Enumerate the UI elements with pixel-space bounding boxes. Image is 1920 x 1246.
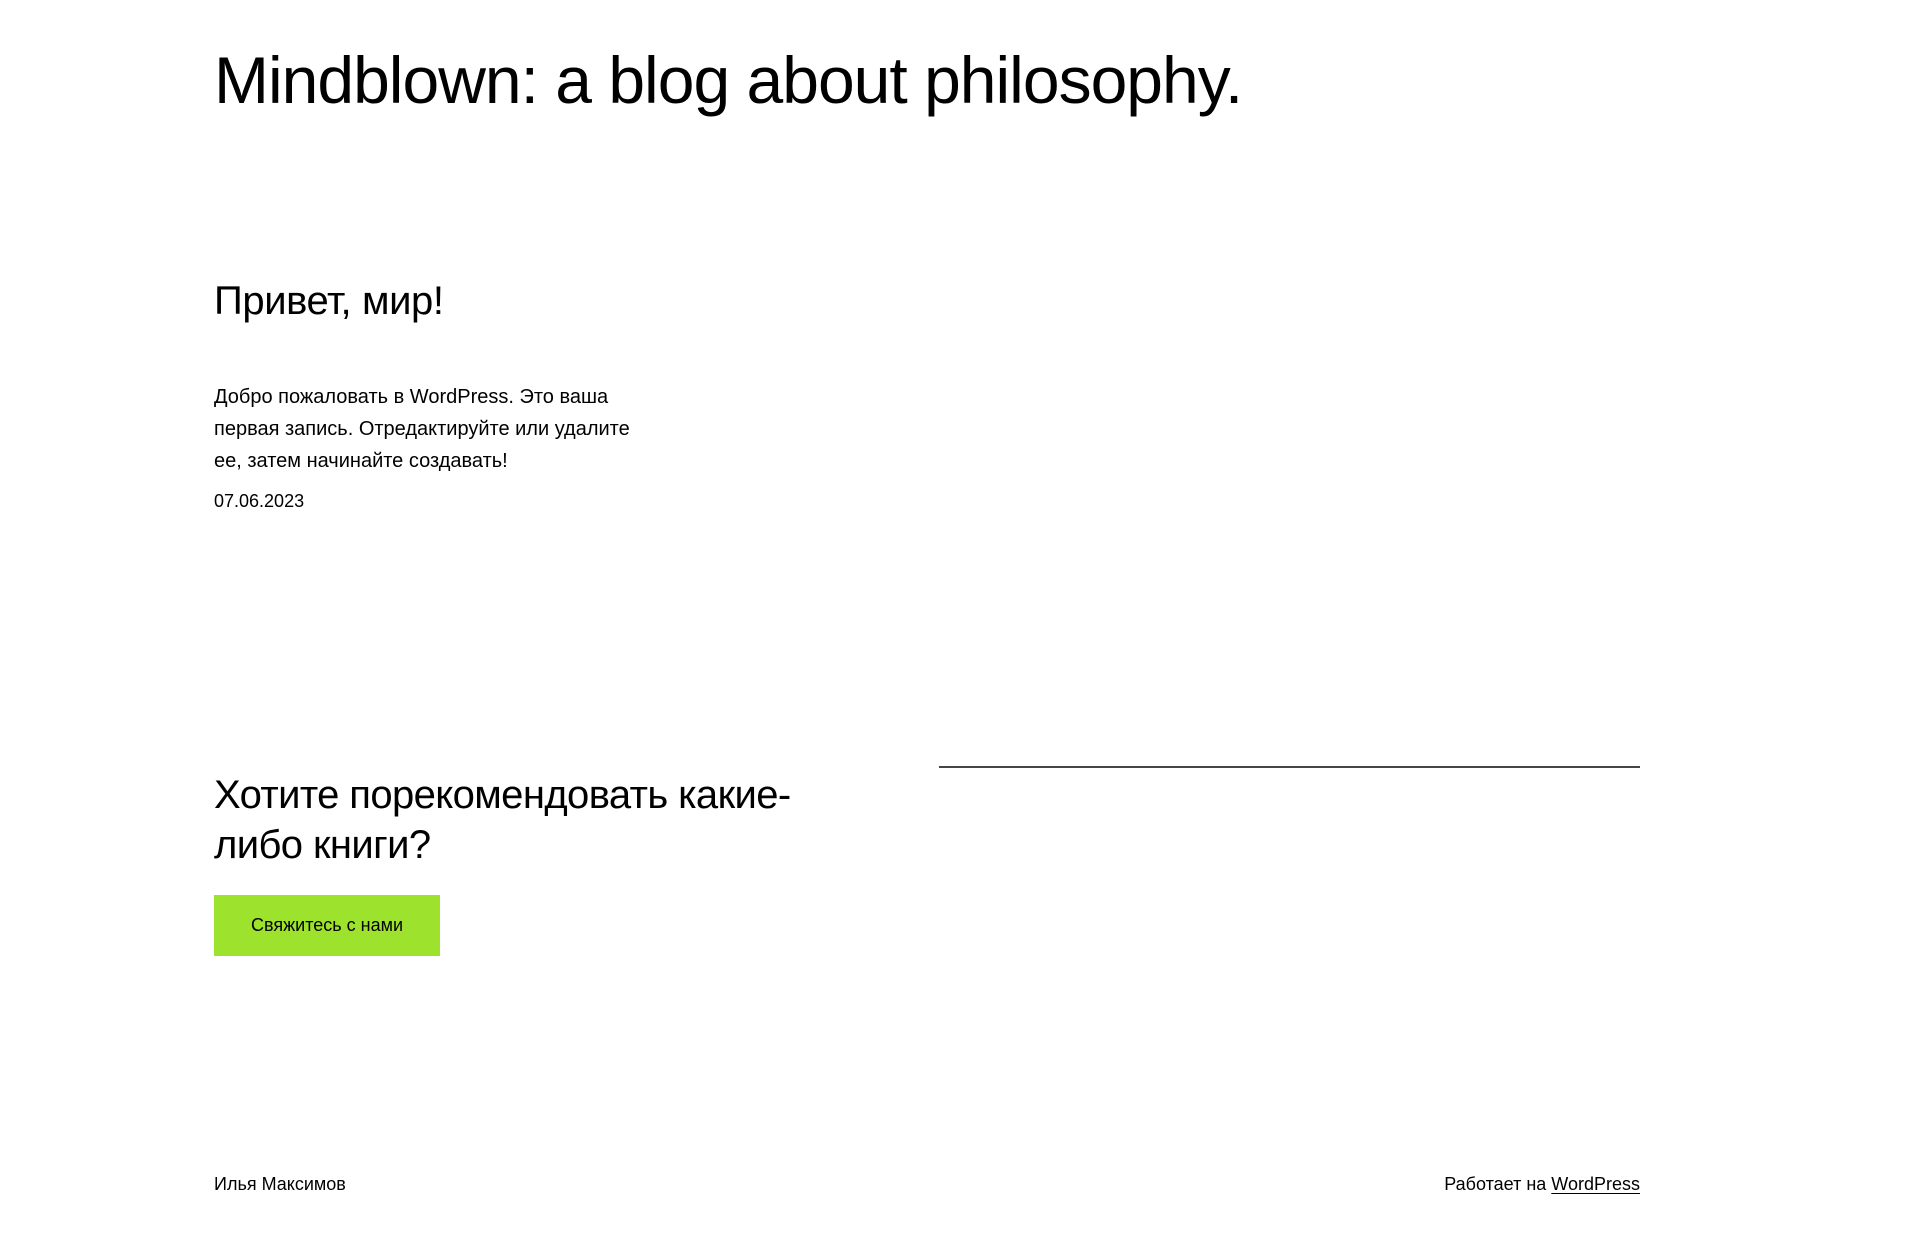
- powered-by-prefix: Работает на: [1444, 1174, 1547, 1194]
- site-title-link[interactable]: Mindblown: a blog about philosophy.: [214, 43, 1243, 117]
- cta-heading: Хотите порекомендовать какие-либо книги?: [214, 773, 791, 867]
- footer: [214, 1172, 1640, 1197]
- post-date: 07.06.2023: [214, 491, 305, 511]
- powered-by: [1444, 1172, 1640, 1197]
- post-excerpt: Добро пожаловать в WordPress. Это ваша первая запись. Отредактируйте или удалите ее, затем начинайте создавать!: [214, 386, 630, 472]
- separator-line: [939, 766, 1640, 768]
- post-title-link[interactable]: Привет, мир!: [214, 279, 444, 323]
- footer-site-name-link[interactable]: Илья Максимов: [214, 1174, 346, 1194]
- contact-button[interactable]: Свяжитесь с нами: [214, 895, 440, 956]
- wordpress-link[interactable]: WordPress: [1551, 1174, 1640, 1194]
